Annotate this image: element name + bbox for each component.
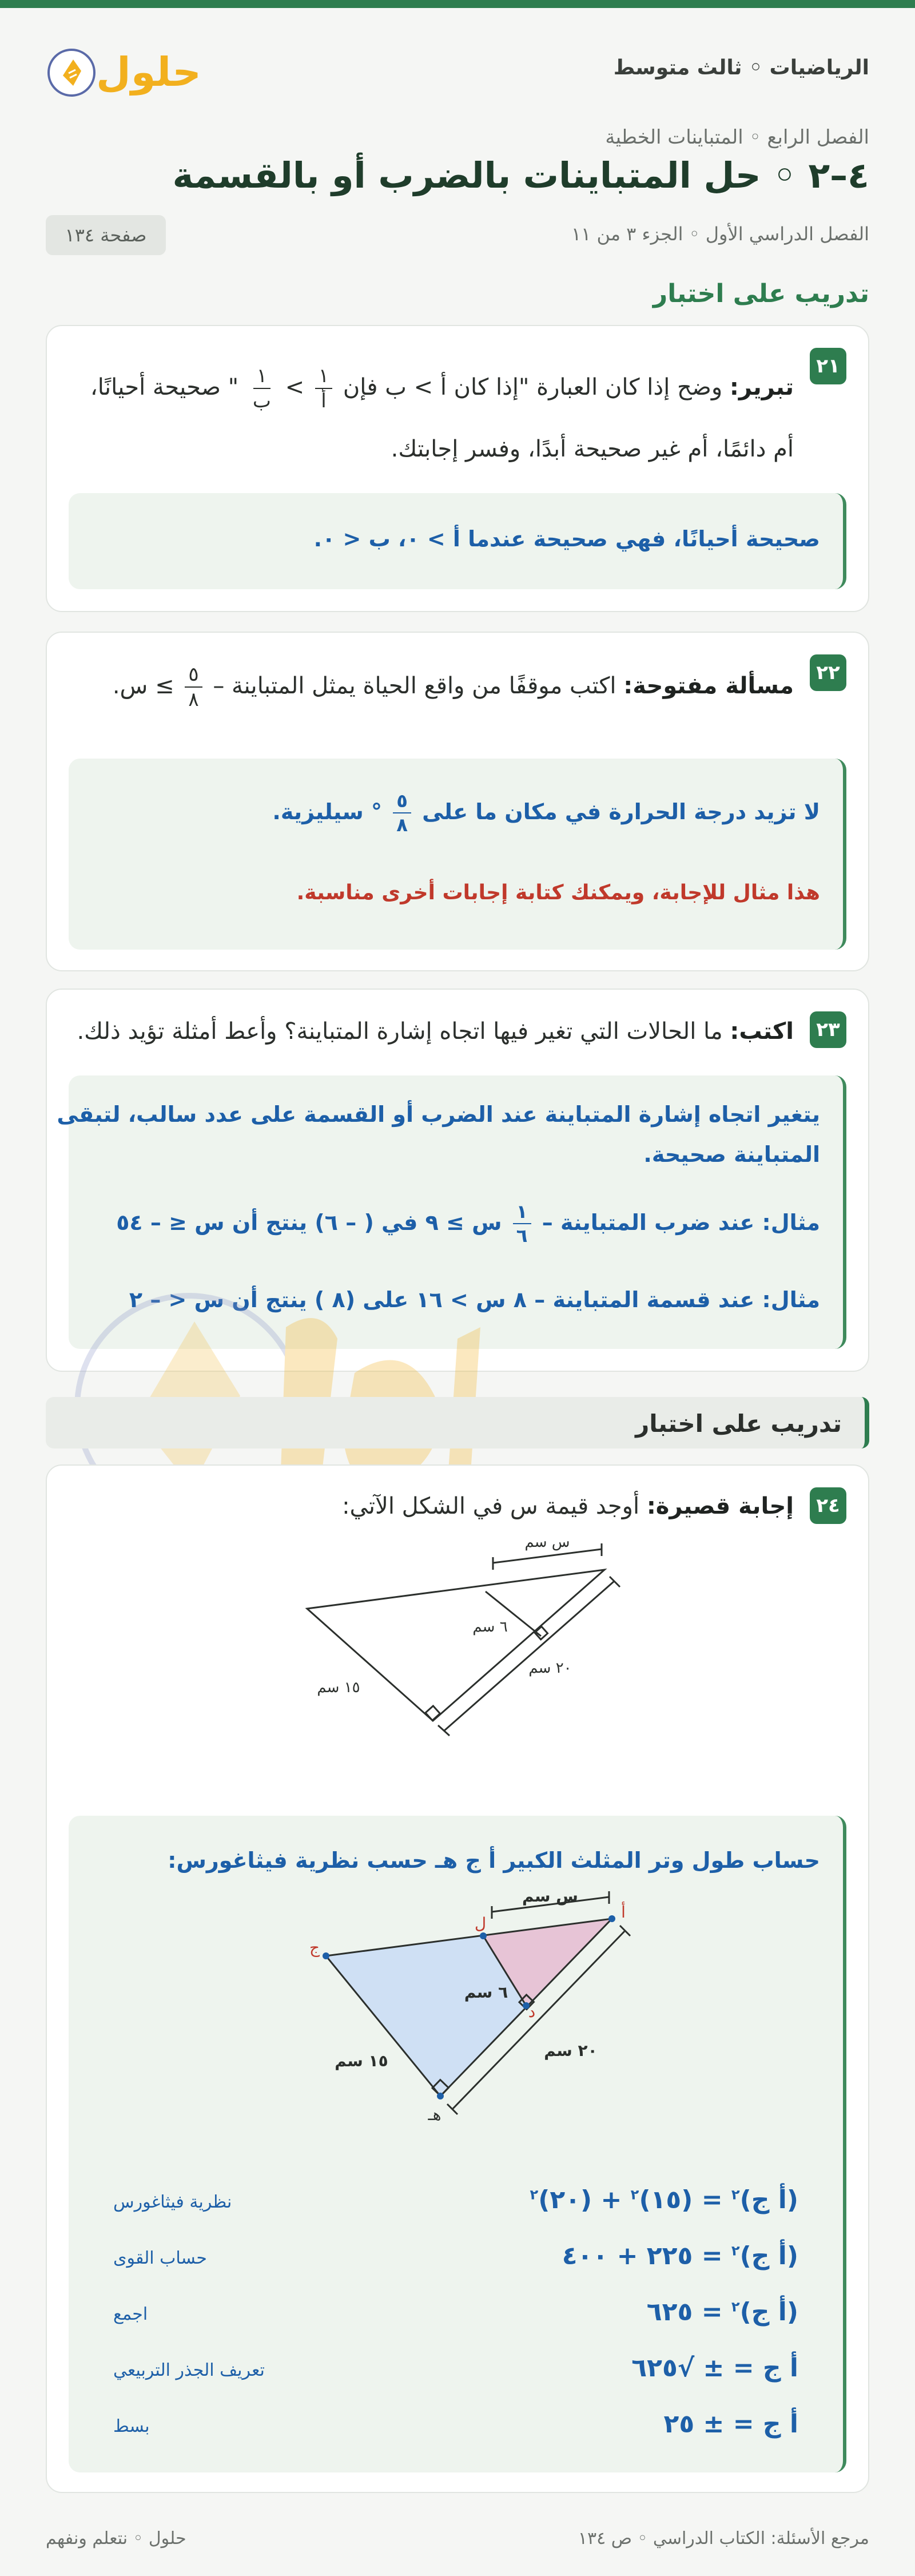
- triangle-figure-shaded: [229, 1884, 709, 2125]
- example-part: مثال: عند ضرب المتباينة –: [542, 1209, 820, 1235]
- breadcrumb[interactable]: الفصل الرابع ◦ المتباينات الخطية: [605, 126, 869, 149]
- answer-line-1: يتغير اتجاه إشارة المتباينة عند الضرب أو القسمة على عدد سالب، لتبقى: [57, 1102, 820, 1127]
- question-text: [113, 665, 794, 709]
- answer-text: [272, 792, 820, 835]
- subject-label: الرياضيات ◦ ثالث متوسط: [613, 56, 869, 80]
- step-part: + (٢٠): [538, 2185, 631, 2214]
- example-2: مثال: عند قسمة المتباينة – ٨ س > ١٦ على (٨ ) ينتج أن س < – ٢: [129, 1287, 820, 1312]
- frac-den: أ: [321, 390, 327, 412]
- answer-title: حساب طول وتر المثلث الكبير أ ج هـ حسب نظرية فيثاغورس:: [168, 1848, 820, 1873]
- answer-part: ° سيليزية.: [272, 799, 382, 824]
- example-1: [116, 1202, 820, 1245]
- step-reason: اجمع: [113, 2304, 148, 2324]
- vertex-a: أ: [621, 1903, 626, 1922]
- brand-wordmark: حلول: [96, 49, 201, 96]
- question-card-21: [46, 325, 869, 612]
- step-math: [562, 2241, 798, 2271]
- question-number: ٢١: [810, 348, 846, 384]
- question-text-part: ما الحالات التي تغير فيها اتجاه إشارة المتباينة؟ وأعط أمثلة تؤيد ذلك.: [77, 1018, 723, 1045]
- term-meta: الفصل الدراسي الأول ◦ الجزء ٣ من ١١: [571, 223, 869, 245]
- step-part: = (١٥): [639, 2185, 731, 2214]
- label-fifteen: ١٥ سم: [317, 1679, 360, 1696]
- frac-den: ب: [252, 390, 271, 412]
- exponent: ٢: [630, 2186, 639, 2203]
- label-twenty: ٢٠ سم: [544, 2041, 598, 2060]
- question-number: ٢٣: [810, 1011, 846, 1048]
- label-x: س سم: [522, 1887, 578, 1906]
- question-label: تبرير:: [729, 374, 794, 400]
- label-x: س سم: [524, 1534, 570, 1551]
- question-text-part: اكتب موقفًا من واقع الحياة يمثل المتباينة –: [213, 673, 616, 699]
- footer-brand: حلول ◦ نتعلم ونفهم: [46, 2529, 186, 2549]
- frac-num: ١: [315, 366, 332, 389]
- footer-reference: مرجع الأسئلة: الكتاب الدراسي ◦ ص ١٣٤: [578, 2529, 869, 2549]
- fraction-1-over-a: [315, 366, 332, 411]
- question-text-line2: أم دائمًا، أم غير صحيحة أبدًا، وفسر إجابتك.: [391, 436, 794, 462]
- step-reason: تعريف الجذر التربيعي: [113, 2360, 265, 2380]
- question-text-part: ≥ س.: [112, 673, 174, 699]
- page-title: ٤–٢ ◦ حل المتباينات بالضرب أو بالقسمة: [172, 154, 869, 196]
- answer-box: [69, 493, 846, 589]
- fraction-1-over-b: [249, 366, 274, 411]
- question-number: ٢٢: [810, 654, 846, 691]
- fraction-5-over-8: [185, 665, 202, 709]
- solution-step-4: [90, 2350, 821, 2390]
- question-label: اكتب:: [730, 1018, 794, 1045]
- answer-box: [69, 1816, 846, 2472]
- question-text: [77, 1018, 794, 1045]
- question-text: [342, 1493, 794, 1519]
- answer-fraction: [393, 792, 411, 835]
- step-part: (أ ج): [739, 2297, 798, 2327]
- label-six: ٦ سم: [472, 1618, 508, 1636]
- question-number: ٢٤: [810, 1487, 846, 1524]
- solution-step-1: [90, 2182, 821, 2222]
- answer-line-2: المتباينة صحيحة.: [643, 1142, 820, 1167]
- step-part: = ٢٢٥ + ٤٠٠: [562, 2241, 731, 2271]
- question-label: مسألة مفتوحة:: [623, 673, 794, 699]
- brand-logo[interactable]: [46, 35, 206, 110]
- label-twenty: ٢٠ سم: [528, 1660, 572, 1677]
- vertex-h: هـ: [428, 2105, 441, 2124]
- answer-text: صحيحة أحيانًا، فهي صحيحة عندما أ > ٠، ب < ٠.: [313, 526, 820, 551]
- question-label: إجابة قصيرة:: [646, 1493, 794, 1519]
- frac-den: ٨: [188, 688, 199, 711]
- exponent: ٢: [530, 2186, 539, 2203]
- vertex-l: ل: [474, 1914, 487, 1933]
- solution-step-3: [90, 2294, 821, 2334]
- triangle-figure: [253, 1529, 630, 1740]
- frac-den: ٨: [396, 814, 408, 836]
- section-banner: [46, 1397, 869, 1448]
- step-reason: نظرية فيثاغورس: [113, 2192, 232, 2212]
- question-text: [90, 366, 794, 411]
- step-part: (أ ج): [739, 2185, 798, 2214]
- frac-num: ١: [253, 366, 270, 389]
- page-number-chip: صفحة ١٣٤: [46, 215, 166, 255]
- gt-symbol: >: [285, 374, 305, 400]
- frac-num: ٥: [185, 665, 202, 688]
- question-text-part: وضح إذا كان العبارة "إذا كان أ > ب فإن: [343, 374, 723, 400]
- answer-box: [69, 759, 846, 950]
- question-card-23: [46, 989, 869, 1372]
- solution-step-2: [90, 2238, 821, 2278]
- answer-part: لا تزيد درجة الحرارة في مكان ما على: [422, 799, 820, 824]
- example-fraction: [513, 1202, 531, 1245]
- frac-num: ٥: [393, 792, 411, 813]
- question-card-22: [46, 632, 869, 971]
- banner-title: تدريب على اختبار: [635, 1410, 842, 1438]
- label-fifteen: ١٥ سم: [335, 2051, 388, 2070]
- figure-lines: [307, 1543, 620, 1736]
- exponent: ٢: [731, 2299, 740, 2315]
- vertex-d: د: [528, 2002, 536, 2021]
- step-math: [530, 2185, 798, 2214]
- label-six: ٦ سم: [464, 1983, 508, 2002]
- step-part: (أ ج): [739, 2241, 798, 2271]
- step-reason: بسط: [113, 2416, 150, 2436]
- question-text-part: أوجد قيمة س في الشكل الآتي:: [342, 1493, 640, 1519]
- step-math: [647, 2297, 798, 2327]
- vertex-j: ج: [309, 1938, 320, 1957]
- step-math: أ ج = ± ٢٥: [663, 2410, 798, 2439]
- solution-step-5: [90, 2406, 821, 2446]
- question-card-24: [46, 1464, 869, 2493]
- example-part: س ≥ ٩ في ( – ٦) ينتج أن س ≤ – ٥٤: [116, 1209, 502, 1235]
- frac-den: ٦: [516, 1225, 528, 1247]
- answer-note: هذا مثال للإجابة، ويمكنك كتابة إجابات أخرى مناسبة.: [296, 881, 820, 904]
- question-text-part: " صحيحة أحيانًا،: [90, 374, 239, 400]
- exponent: ٢: [731, 2186, 740, 2203]
- section-title: تدريب على اختبار: [653, 279, 869, 308]
- frac-num: ١: [513, 1202, 531, 1224]
- step-math: أ ج = ± √٦٢٥: [631, 2353, 798, 2383]
- answer-box: [57, 1075, 846, 1349]
- exponent: ٢: [731, 2242, 740, 2259]
- step-reason: حساب القوى: [113, 2248, 207, 2268]
- top-accent-bar: [0, 0, 915, 8]
- step-part: = ٦٢٥: [646, 2297, 731, 2327]
